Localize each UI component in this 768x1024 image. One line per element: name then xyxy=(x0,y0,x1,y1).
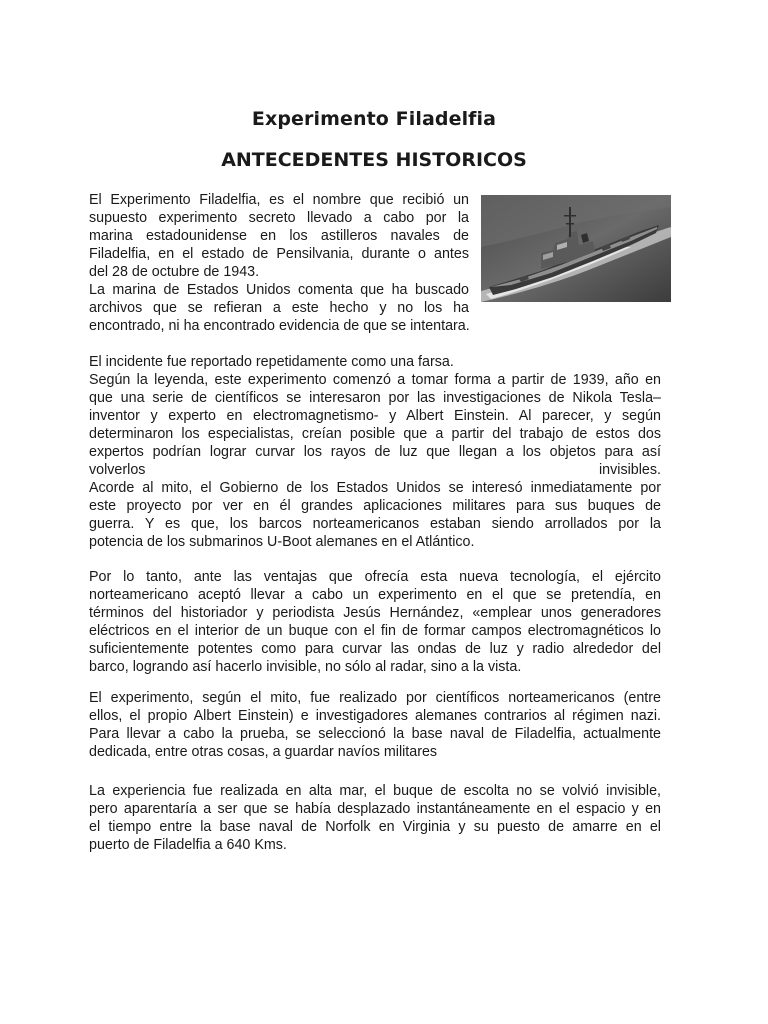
intro-line: del 28 de octubre de 1943. xyxy=(89,264,260,280)
document-title: Experimento Filadelfia xyxy=(251,108,497,130)
intro-paragraph xyxy=(89,191,469,317)
paragraph-outcome xyxy=(89,782,661,854)
text-line: eléctricos en el interior de un buque con el fin de formar campos electromagnéticos lo xyxy=(89,623,661,639)
text-line: El experimento, según el mito, fue realizado por científicos norteamericanos (entre xyxy=(89,690,661,706)
text-line: puerto de Filadelfia a 640 Kms. xyxy=(89,837,287,853)
intro-line: archivos que se refieran a este hecho y no los ha xyxy=(89,300,469,316)
text-line: suficientemente potentes como para curvar las ondas de luz y radio alrededor del xyxy=(89,641,661,657)
paragraph-experiment xyxy=(89,689,661,761)
intro-line: Filadelfia, en el estado de Pensilvania, durante o antes xyxy=(89,246,469,262)
intro-line: marina estadounidense en los astilleros navales de xyxy=(89,228,469,244)
warship-photo xyxy=(481,195,671,302)
text-line: inventor y experto en electromagnetismo- y Albert Einstein. Al parecer, y según xyxy=(89,408,661,424)
paragraph-army xyxy=(89,568,661,676)
text-line: guerra. Y es que, los barcos norteamericanos estaban siendo arrollados por la xyxy=(89,516,661,532)
text-line: Según la leyenda, este experimento comenzó a tomar forma a partir de 1939, año en xyxy=(89,372,661,388)
text-line: términos del historiador y periodista Jesús Hernández, «emplear unos generadores xyxy=(89,605,661,621)
text-line: este proyecto por ver en él grandes aplicaciones militares para sus buques de xyxy=(89,498,661,514)
text-line: barco, logrando así hacerlo invisible, no sólo al radar, sino a la vista. xyxy=(89,659,522,675)
text-line: pero aparentaría a ser que se había desplazado instantáneamente en el espacio y en xyxy=(89,801,661,817)
text-line: ellos, el propio Albert Einstein) e investigadores alemanes contrarios al régimen nazi. xyxy=(89,708,661,724)
text-line: dedicada, entre otras cosas, a guardar navíos militares xyxy=(89,744,438,760)
text-line: Por lo tanto, ante las ventajas que ofrecía esta nueva tecnología, el ejército xyxy=(89,569,661,585)
text-line: Acorde al mito, el Gobierno de los Estados Unidos se interesó inmediatamente por xyxy=(89,480,661,496)
intro-last-line xyxy=(89,317,489,335)
text-line: Para llevar a cabo la prueba, se seleccionó la base naval de Filadelfia, actualmente xyxy=(89,726,661,742)
intro-line: supuesto experimento secreto llevado a cabo por la xyxy=(89,210,469,226)
intro-line: El Experimento Filadelfia, es el nombre que recibió un xyxy=(89,192,469,208)
text-line: determinaron los especialistas, creían posible que a partir del trabajo de estos dos xyxy=(89,426,661,442)
paragraph-legend xyxy=(89,353,661,551)
text-line: que una serie de científicos se interesaron por las investigaciones de Nikola Tesla– xyxy=(89,390,661,406)
text-line: El incidente fue reportado repetidamente como una farsa. xyxy=(89,354,454,370)
intro-line: encontrado, ni ha encontrado evidencia de que se intentara. xyxy=(89,318,470,334)
text-line: expertos podrían lograr curvar los rayos de luz que llegan a los objetos para así xyxy=(89,444,661,460)
text-line: el tiempo entre la base naval de Norfolk en Virginia y su puesto de amarre en el xyxy=(89,819,661,835)
document-subtitle: ANTECEDENTES HISTORICOS xyxy=(221,149,527,171)
text-line: potencia de los submarinos U-Boot alemanes en el Atlántico. xyxy=(89,534,475,550)
text-line: La experiencia fue realizada en alta mar, el buque de escolta no se volvió invisible, xyxy=(89,783,661,799)
text-line: norteamericano aceptó llevar a cabo un experimento en el que se pretendía, en xyxy=(89,587,661,603)
text-line: volverlos invisibles. xyxy=(89,462,661,478)
intro-line: La marina de Estados Unidos comenta que ha buscado xyxy=(89,282,469,298)
